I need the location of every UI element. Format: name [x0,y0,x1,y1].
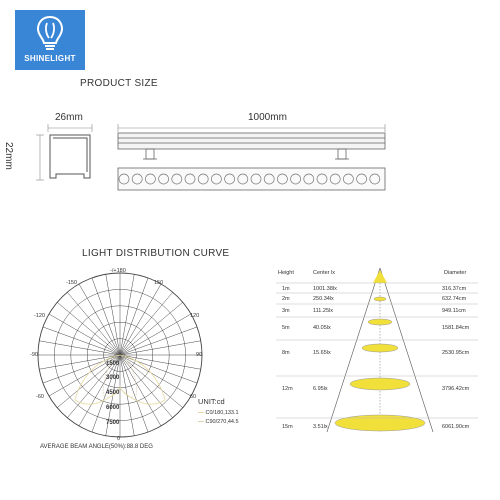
row-center: 15.65lx [313,350,331,356]
legend-label-c0: C0/180,133.1 [205,410,239,416]
beam-angle-text: AVERAGE BEAM ANGLE(50%):88.8 DEG [40,444,153,450]
legend-label-c90: C90/270,44.5 [205,419,239,425]
angle-label: 90 [196,352,203,358]
intensity-tick: 6000 [106,405,120,411]
angle-label: 60 [190,394,197,400]
row-height: 5m [282,325,290,331]
height-label: 22mm [3,142,14,170]
row-diameter: 949.11cm [442,308,466,314]
angle-label: 0 [117,436,121,442]
intensity-tick: 4500 [106,390,120,396]
width-label: 26mm [55,112,83,123]
intensity-tick: 3000 [106,375,120,381]
row-diameter: 316.37cm [442,286,467,292]
angle-label: -60 [36,394,44,400]
row-center: 6.95lx [313,386,328,392]
row-diameter: 632.74cm [442,296,467,302]
intensity-tick: 1500 [106,361,120,367]
light-curve-title: LIGHT DISTRIBUTION CURVE [82,248,230,259]
row-height: 12m [282,386,293,392]
angle-label: 120 [190,313,200,319]
header-height: Height [278,270,294,276]
row-diameter: 6061.90cm [442,424,470,430]
product-size-title: PRODUCT SIZE [80,78,158,89]
row-height: 3m [282,308,290,314]
row-center: 40.05lx [313,325,331,331]
intensity-tick: 7500 [106,420,120,426]
row-center: 250.34lx [313,296,334,302]
beam-ellipse [362,344,398,352]
row-center: 3.51lx [313,424,328,430]
beam-ellipse [374,297,386,301]
row-height: 15m [282,424,293,430]
angle-label: -120 [34,313,46,319]
row-height: 2m [282,296,290,302]
header-diameter: Diameter [444,270,467,276]
row-height: 1m [282,286,290,292]
header-center: Center lx [313,270,336,276]
row-diameter: 2530.95cm [442,350,470,356]
angle-label: -150 [66,280,78,286]
length-label: 1000mm [248,112,287,123]
unit-label: UNIT:cd [198,397,225,406]
beam-ellipse [350,378,410,390]
beam-ellipse [368,319,392,325]
row-center: 111.25lx [313,308,333,314]
row-diameter: 1581.84cm [442,325,470,331]
angle-label: 150 [154,280,164,286]
beam-ellipse [335,415,425,431]
angle-label: -/+180 [110,268,126,274]
row-height: 8m [282,350,290,356]
angle-label: -90 [30,352,38,358]
row-center: 1001.38lx [313,286,337,292]
row-diameter: 3796.42cm [442,386,470,392]
brand-name: SHINELIGHT [24,54,76,63]
